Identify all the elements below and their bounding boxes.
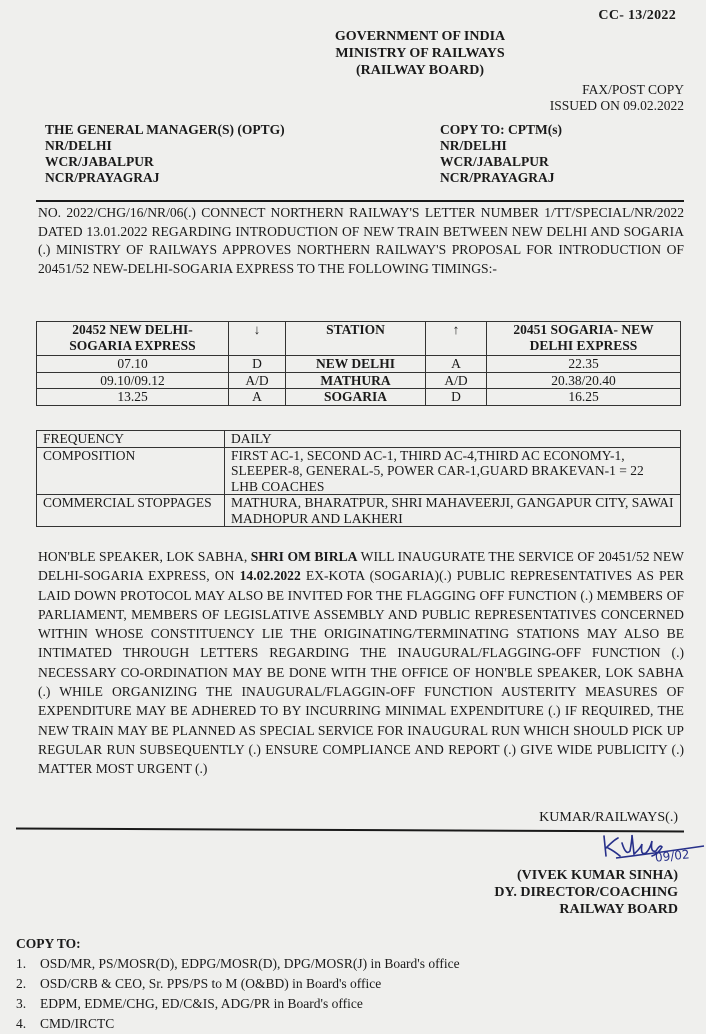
- cell-up-ad: A: [426, 356, 487, 373]
- org-line: MINISTRY OF RAILWAYS: [335, 46, 505, 61]
- header-down-arrow-icon: ↓: [229, 322, 286, 356]
- org-line: (RAILWAY BOARD): [356, 63, 484, 78]
- signatory-office: RAILWAY BOARD: [559, 902, 678, 917]
- issued-date: ISSUED ON 09.02.2022: [549, 98, 684, 113]
- intro-paragraph: NO. 2022/CHG/16/NR/06(.) CONNECT NORTHERN RAILWAY'S LETTER NUMBER 1/TT/SPECIAL/NR/2022 DATED 13.01.2022 REGARDING INTRODUCTION OF NEW TRAIN BETWEEN NEW DELHI AND SOGARIA (.) MINISTRY OF RAILWAYS APPROVES NORTHERN RAILWAY'S PROPOSAL FOR INTRODUCTION OF 20451/52 NEW-DELHI-SOGARIA EXPRESS TO THE FOLLOWING TIMINGS:-: [38, 205, 684, 276]
- signatory-block: [494, 867, 678, 918]
- cell-down-time: 07.10: [37, 356, 229, 373]
- timetable-row: [37, 372, 681, 389]
- addressee-line: THE GENERAL MANAGER(S) (OPTG): [45, 122, 285, 137]
- header-up-train: 20451 SOGARIA- NEW DELHI EXPRESS: [487, 322, 681, 356]
- cell-station: MATHURA: [286, 372, 426, 389]
- cell-down-ad: A/D: [229, 372, 286, 389]
- header-up-arrow-icon: ↑: [426, 322, 487, 356]
- body-paragraph: [38, 547, 684, 779]
- cell-up-time: 16.25: [487, 389, 681, 406]
- copy-to-item: 3. EDPM, EDME/CHG, ED/C&IS, ADG/PR in Board's office: [16, 996, 363, 1011]
- reference-number: CC- 13/2022: [598, 8, 676, 23]
- signatory-name: (VIVEK KUMAR SINHA): [517, 868, 678, 883]
- details-value: MATHURA, BHARATPUR, SHRI MAHAVEERJI, GANGAPUR CITY, SAWAI MADHOPUR AND LAKHERI: [225, 495, 681, 527]
- details-label: COMPOSITION: [37, 447, 225, 495]
- copy-type: FAX/POST COPY: [582, 82, 684, 97]
- cell-down-time: 09.10/09.12: [37, 372, 229, 389]
- body-text: WILL INAUGURATE THE SERVICE OF 20451/52 NEW DELHI-SOGARIA EXPRESS, ON: [38, 549, 684, 584]
- signature-date: 09/02: [654, 847, 691, 865]
- copy-to-line: COPY TO: CPTM(s): [440, 122, 562, 137]
- timetable-row: [37, 389, 681, 406]
- details-row: [37, 447, 681, 495]
- cell-down-ad: A: [229, 389, 286, 406]
- header-down-train: 20452 NEW DELHI-SOGARIA EXPRESS: [37, 322, 229, 356]
- copy-to-item: 2. OSD/CRB & CEO, Sr. PPS/PS to M (O&BD) in Board's office: [16, 976, 382, 991]
- cell-station: NEW DELHI: [286, 356, 426, 373]
- details-row: [37, 495, 681, 527]
- divider-bottom: [16, 828, 684, 833]
- details-row: [37, 431, 681, 448]
- cell-up-time: 20.38/20.40: [487, 372, 681, 389]
- addressee-line: NR/DELHI: [45, 138, 112, 153]
- copy-to-item: 4. CMD/IRCTC: [16, 1016, 115, 1031]
- copy-to-list: [16, 934, 460, 1034]
- copy-to-line: NR/DELHI: [440, 138, 507, 153]
- inauguration-date: 14.02.2022: [239, 568, 301, 584]
- copy-info: [550, 82, 684, 114]
- body-text: EX-KOTA (SOGARIA)(.) PUBLIC REPRESENTATIVES AS PER LAID DOWN PROTOCOL MAY ALSO BE INVITED FOR THE FLAGGING OFF FUNCTION (.) MEMBERS OF PARLIAMENT, MEMBERS OF LEGISLATIVE ASSEMBLY AND PUBLIC REPRESENTATIVES CONCERNED WITHIN WHOSE CONSTITUENCY LIE THE ORIGINATING/TERMINATING STATIONS MAY ALSO BE INTIMATED THROUGH LETTERS REGARDING THE INAUGURAL/FLAGGING-OFF FUNCTION (.) NECESSARY CO-ORDINATION MAY BE DONE WITH THE OFFICE OF HON'BLE SPEAKER, LOK SABHA (.) WHILE ORGANIZING THE INAUGURAL/FLAGGIN-OFF FUNCTION AUSTERITY MEASURES OF EXPENDITURE MAY BE ADHERED TO BY INCURRING MINIMAL EXPENDITURE (.) IF REQUIRED, THE NEW TRAIN MAY BE PLANNED AS SPECIAL SERVICE FOR INAUGURAL RUN WHICH SHOULD PICK UP REGULAR RUN SUBSEQUENTLY (.) ENSURE COMPLIANCE AND REPORT (.) GIVE WIDE PUBLICITY (.) MATTER MOST URGENT (.): [38, 568, 684, 777]
- body-text: HON'BLE SPEAKER, LOK SABHA,: [38, 549, 251, 564]
- details-value: DAILY: [225, 431, 681, 448]
- timetable-row: [37, 356, 681, 373]
- details-label: FREQUENCY: [37, 431, 225, 448]
- details-label: COMMERCIAL STOPPAGES: [37, 495, 225, 527]
- signatory-designation: DY. DIRECTOR/COACHING: [494, 885, 678, 900]
- addressee-line: WCR/JABALPUR: [45, 154, 154, 169]
- divider-top: [36, 200, 684, 202]
- cell-station: SOGARIA: [286, 389, 426, 406]
- cell-up-time: 22.35: [487, 356, 681, 373]
- service-details-table: [36, 430, 681, 527]
- addressee-line: NCR/PRAYAGRAJ: [45, 170, 160, 185]
- copy-to-line: WCR/JABALPUR: [440, 154, 549, 169]
- cell-down-ad: D: [229, 356, 286, 373]
- issuing-authority: [300, 28, 540, 79]
- details-value: FIRST AC-1, SECOND AC-1, THIRD AC-4,THIRD AC ECONOMY-1, SLEEPER-8, GENERAL-5, POWER CAR-1,GUARD BRAKEVAN-1 = 22 LHB COACHES: [225, 447, 681, 495]
- inaugurator-name: SHRI OM BIRLA: [250, 549, 358, 564]
- cell-up-ad: D: [426, 389, 487, 406]
- addressee-block: [45, 122, 285, 186]
- header-station: STATION: [286, 322, 426, 356]
- cell-up-ad: A/D: [426, 372, 487, 389]
- telegraphic-address: KUMAR/RAILWAYS(.): [539, 810, 678, 825]
- copy-to-line: NCR/PRAYAGRAJ: [440, 170, 555, 185]
- cell-down-time: 13.25: [37, 389, 229, 406]
- timetable-header-row: [37, 322, 681, 356]
- copy-to-cptm-block: [440, 122, 562, 186]
- org-line: GOVERNMENT OF INDIA: [334, 29, 506, 44]
- timetable: [36, 321, 681, 406]
- copy-to-item: 1. OSD/MR, PS/MOSR(D), EDPG/MOSR(D), DPG/MOSR(J) in Board's office: [16, 956, 460, 971]
- copy-to-title: COPY TO:: [16, 936, 81, 951]
